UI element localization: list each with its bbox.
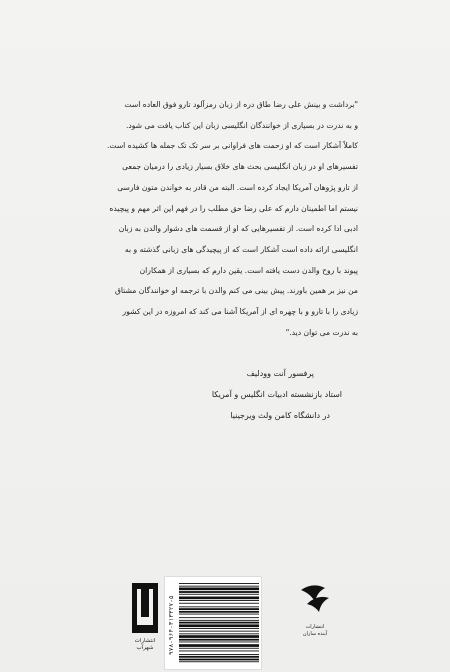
barcode-bar <box>179 617 259 618</box>
barcode-bar <box>179 656 259 658</box>
bird-logo-icon <box>295 580 335 624</box>
publisher-logo-icon <box>132 583 158 643</box>
barcode-bar <box>179 622 259 624</box>
publisher-name-right: انتشارات آینده سازان <box>302 624 328 637</box>
quote-line: به ندرت می توان دید." <box>285 327 358 337</box>
barcode-bar <box>179 661 259 662</box>
isbn-number: ۹۷۸-۹۶۴-۳۱۳۳۲۷-۵ <box>168 595 175 655</box>
barcode-bar <box>179 603 259 604</box>
barcode-bar <box>179 654 259 655</box>
endorser-role: استاد بازنشسته ادبیات انگلیس و آمریکا <box>211 390 342 399</box>
barcode-bar <box>179 651 259 652</box>
barcode-panel <box>164 576 262 670</box>
barcode-bar <box>179 635 259 638</box>
barcode-bar <box>179 620 259 621</box>
publisher-name: انتشارات شهرآب <box>134 638 156 651</box>
barcode-bar <box>179 606 259 607</box>
barcode-bar <box>179 631 259 632</box>
quote-line: کاملاً آشکار است که او زحمت های فراوانی بر سر تک تک جمله ها کشیده است. <box>106 141 358 151</box>
barcode-bar <box>179 608 259 610</box>
barcode-bar <box>179 624 259 627</box>
barcode-bar <box>179 644 259 647</box>
quote-line: پیوند با روح والدن دست یافته است. یقین دارم که بسیاری از همکاران <box>139 265 358 275</box>
isbn-barcode <box>162 574 290 672</box>
barcode-bar <box>179 639 259 641</box>
endorser-name: پرفسور آنت وودلیف <box>246 369 314 378</box>
barcode-bars <box>179 583 259 663</box>
quote-line: "برداشت و بینش علی رضا طاق دره از زبان رمزآلود تارو فوق العاده است <box>124 100 358 109</box>
endorser-affiliation: در دانشگاه کامن ولث ویرجینیا <box>230 411 330 420</box>
quote-line: زیادی را با تارو و با چهره ای از آمریکا آشنا می کند که امروزه در این کشور <box>122 307 358 317</box>
quote-line: من نیز بر همین باورند. پیش بینی می کنم والدن با ترجمه او خوانندگان مشتاق <box>114 286 358 296</box>
barcode-bar <box>179 586 259 587</box>
quote-line: از تارو پژوهان آمریکا ایجاد کرده است. البته من قادر به خواندن متون فارسی <box>117 182 358 192</box>
barcode-bar <box>179 591 259 593</box>
barcode-bar <box>179 628 259 629</box>
endorsement-quote <box>90 95 358 343</box>
quote-line: تفسیرهای او در زبان انگلیسی بحث های خلاق بسیار زیادی را درمیان جمعی <box>122 162 358 172</box>
quote-line: و به ندرت در بسیاری از خوانندگان انگلیسی زبان این کتاب یافت می شود. <box>125 120 358 130</box>
barcode-bar <box>179 642 259 643</box>
quote-line: نیستم اما اطمینان دارم که علی رضا حق مطلب را در فهم این اثر مهم و پیچیده <box>109 203 358 213</box>
barcode-bar <box>179 659 259 661</box>
barcode-bar <box>179 611 259 613</box>
barcode-bar <box>179 614 259 615</box>
barcode-bar <box>179 594 259 595</box>
barcode-bar <box>179 648 259 649</box>
barcode-bar <box>179 588 259 591</box>
quote-line: انگلیسی ارائه داده است آشکار است که از پیچیدگی های زبانی گذشته و به <box>124 244 358 254</box>
barcode-bar <box>179 633 259 634</box>
quote-line: ادبی ادا کرده است. از تفسیرهایی که او از قسمت های دشوار والدن به زبان <box>118 224 358 234</box>
barcode-bar <box>179 597 259 600</box>
endorser-signature <box>212 363 342 426</box>
barcode-bar <box>179 583 259 584</box>
barcode-bar <box>179 600 259 601</box>
